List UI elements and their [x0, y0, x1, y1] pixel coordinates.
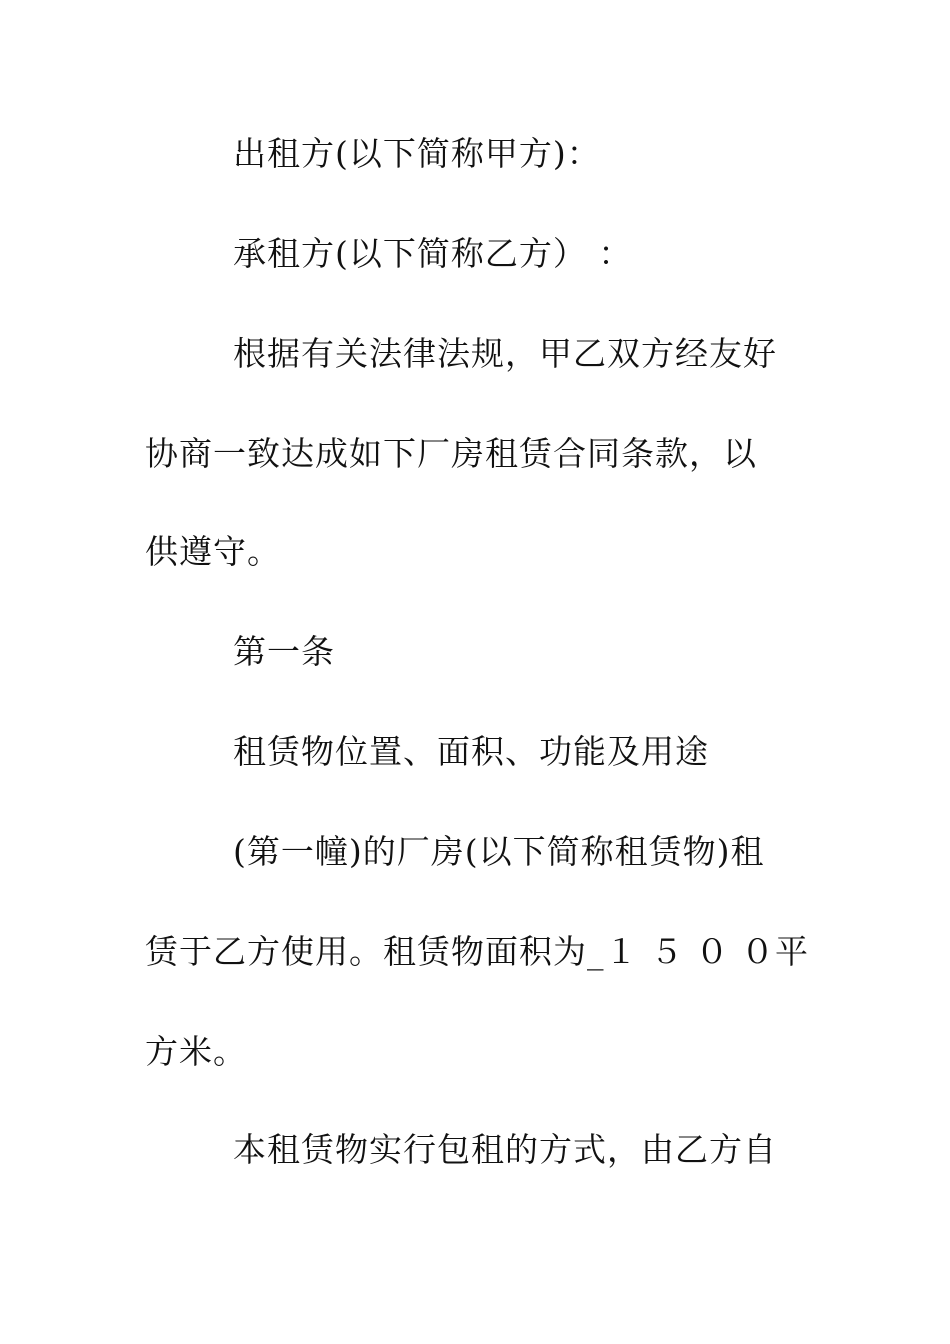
paragraph-line: 本租赁物实行包租的方式，由乙方自 [233, 1130, 777, 1169]
paragraph-line: 协商一致达成如下厂房租赁合同条款，以 [145, 434, 757, 473]
paragraph-line: 方米。 [145, 1032, 247, 1071]
paragraph-line: 赁于乙方使用。租赁物面积为_１ ５ ０ ０平 [145, 932, 809, 971]
article-heading: 第一条 [233, 632, 335, 671]
lessor-line: 出租方(以下简称甲方)： [233, 134, 601, 173]
paragraph-line: (第一幢)的厂房(以下简称租赁物)租 [233, 832, 765, 871]
paragraph-line: 根据有关法律法规，甲乙双方经友好 [233, 334, 777, 373]
paragraph-line: 供遵守。 [145, 532, 281, 571]
article-subheading: 租赁物位置、面积、功能及用途 [233, 732, 709, 771]
lessee-line: 承租方(以下简称乙方） ： [233, 234, 633, 273]
